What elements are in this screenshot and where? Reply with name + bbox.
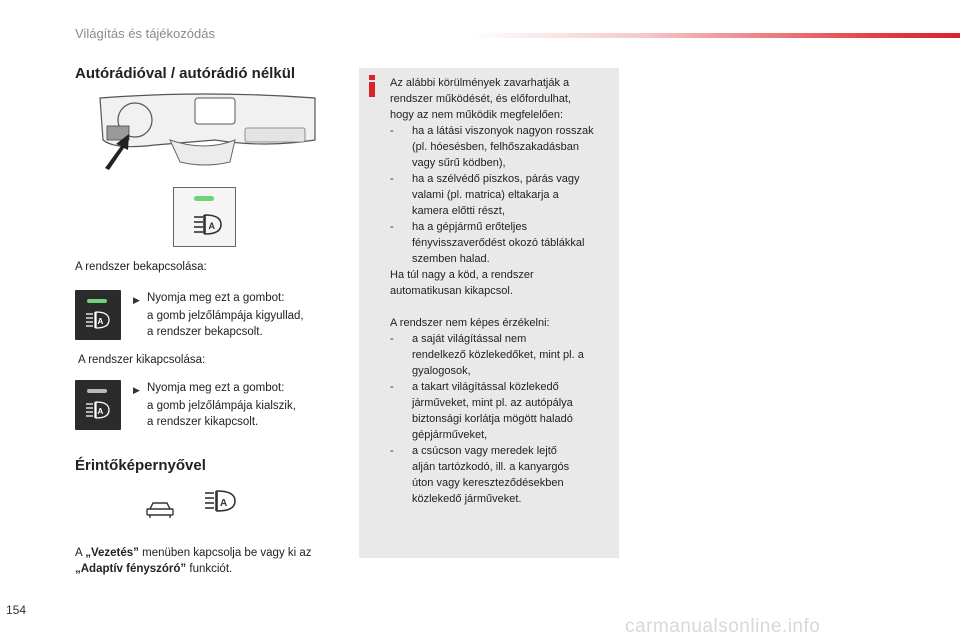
section-title-touchscreen: Érintőképernyővel <box>75 457 206 474</box>
button-tile-off <box>75 380 121 430</box>
disable-step-result-system: a rendszer kikapcsolt. <box>147 416 259 428</box>
adaptive-headlamp-icon <box>204 488 240 514</box>
enable-step: Nyomja meg ezt a gombot: <box>147 292 285 304</box>
watermark: carmanualsonline.info <box>625 616 821 637</box>
section-title-radio: Autórádióval / autórádió nélkül <box>75 65 296 82</box>
list-item: - ha a szélvédő piszkos, párás vagy valami (pl. matrica) eltakarja a kamera előtti részt, <box>390 173 580 217</box>
header-accent-bar <box>470 33 960 38</box>
list-item: - ha a gépjármű erőteljes fényvisszaverődést okozó táblákkal szemben halad. <box>390 221 585 265</box>
disable-label: A rendszer kikapcsolása: <box>78 354 206 366</box>
disable-step: Nyomja meg ezt a gombot: <box>147 382 285 394</box>
enable-label: A rendszer bekapcsolása: <box>75 261 207 273</box>
enable-instructions <box>133 290 343 340</box>
info-icon <box>369 75 375 97</box>
svg-text:A: A <box>97 317 104 326</box>
car-driving-icon <box>144 500 176 520</box>
svg-text:A: A <box>220 498 228 509</box>
indicator-led-off <box>87 389 107 393</box>
enable-step-result-led: a gomb jelzőlámpája kigyullad, <box>147 310 304 322</box>
page-number: 154 <box>6 603 27 617</box>
fog-note: Ha túl nagy a köd, a rendszer <box>390 269 534 281</box>
disable-step-result-led: a gomb jelzőlámpája kialszik, <box>147 400 296 412</box>
info-intro: rendszer működését, és előfordulhat, <box>390 93 571 105</box>
list-item: - a saját világítással nem rendelkező közlekedőket, mint pl. a gyalogosok, <box>390 333 584 377</box>
enable-step-result-system: a rendszer bekapcsolt. <box>147 326 263 338</box>
bullet-icon: ▶ <box>133 385 140 395</box>
bullet-icon: ▶ <box>133 295 140 305</box>
info-text <box>390 75 616 507</box>
fog-note: automatikusan kikapcsol. <box>390 285 513 297</box>
text-fragment: menüben kapcsolja be vagy ki az <box>138 547 312 559</box>
list-item: - ha a látási viszonyok nagyon rosszak (pl. hóesésben, felhőszakadásban vagy sűrű ködben), <box>390 125 594 169</box>
text-fragment: A <box>75 547 86 559</box>
cannot-detect-heading: A rendszer nem képes érzékelni: <box>390 317 550 329</box>
adaptive-headlamp-icon <box>85 400 113 422</box>
list-item: - a takart világítással közlekedő járműveket, mint pl. az autópálya biztonsági korlátja mögött haladó gépjárműveket, <box>390 381 573 441</box>
svg-text:A: A <box>97 407 104 416</box>
large-button-illustration <box>173 187 236 247</box>
info-intro: Az alábbi körülmények zavarhatják a <box>390 77 570 89</box>
indicator-led-on <box>87 299 107 303</box>
svg-text:A: A <box>208 221 215 231</box>
menu-name: „Vezetés” <box>85 547 139 559</box>
touchscreen-instructions <box>75 545 360 577</box>
text-fragment: funkciót. <box>186 563 233 575</box>
dashboard-illustration <box>95 90 320 170</box>
disable-instructions <box>133 380 343 430</box>
info-intro: hogy az nem működik megfelelően: <box>390 109 564 121</box>
button-tile-on <box>75 290 121 340</box>
list-item: - a csúcson vagy meredek lejtő alján tartózkodó, ill. a kanyargós úton vagy kereszteződésekben közlekedő járműveket. <box>390 445 570 505</box>
running-header: Világítás és tájékozódás <box>75 26 215 41</box>
adaptive-headlamp-icon <box>85 310 113 332</box>
function-name: „Adaptív fényszóró” <box>75 563 187 575</box>
